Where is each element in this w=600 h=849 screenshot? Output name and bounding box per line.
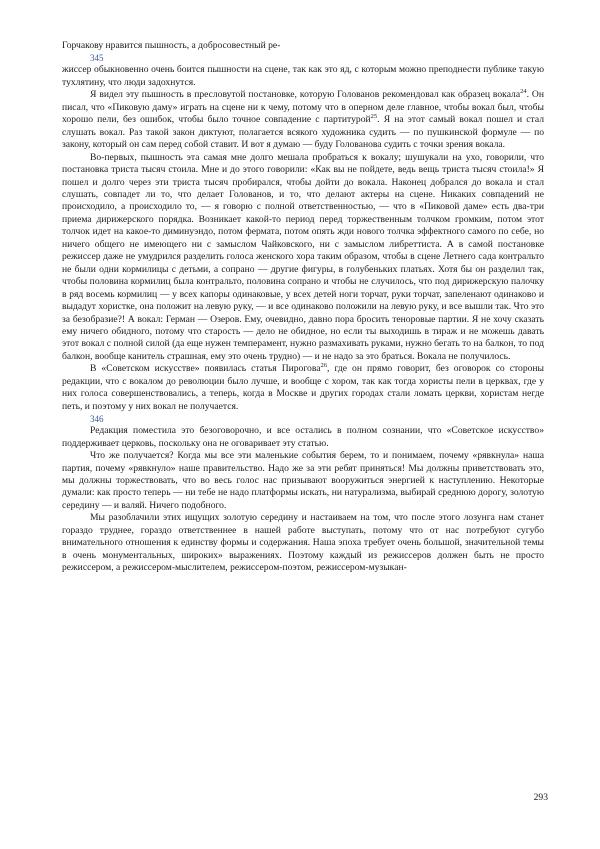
text-run: Я видел эту пышность в пресловутой постановке, которую Голованов рекомендовал как образец вокала: [90, 89, 521, 101]
text-run: В «Советском искусстве» появилась статья Пирогова: [90, 363, 321, 375]
page-marker: 346: [90, 414, 104, 425]
paragraph: [62, 363, 544, 413]
page-number: 293: [533, 792, 548, 803]
footnote-ref[interactable]: 24: [520, 88, 527, 96]
footnote-ref[interactable]: 25: [370, 113, 378, 121]
page-marker: 345: [90, 53, 104, 64]
paragraph: Во-первых, пышность эта самая мне долго мешала пробраться к вокалу; шушукали на ухо, говорили, что постановка триста тысяч стоила. Мне и до этого говорили: «Как вы не пойдете, ведь вещь триста тысяч стоила!» Я пошел и долго через эти триста тысяч пробирался, чтобы дойти до вокала. Наконец добрался до вокала и стал слушать, совпадет ли то, что делает Голованов, и то, что делают актеры на сцене. Никаких совпадений не происходило, а происходило то, — я говорю с полной ответственностью, — что в «Пиковой даме» есть два-три приема дирижерского порядка. Возникает какой-то период перед торжественным толчком громким, потом этот толчок идет на какое-то диминуэндо, потом фермата, потом опять жди нового толчка эффектного самого по себе, но ничего общего не имеющего ни с замыслом Чайковского, ни с замыслом либреттиста. А в самой постановке режиссер даже не умудрился разделить голоса женского хора таким образом, чтобы в сцене Летнего сада контральто не были одни кормилицы с детьми, а сопрано — другие фигуры, в голубеньких платьях. Хотя бы он разделил так, чтобы половина кормилиц была контральто, половина сопрано и чтобы не случилось, что под дирижерскую палочку в ряд восемь кормилиц — у всех капоры одинаковые, у всех детей ноги торчат, руки торчат, запеленают одинаково и выдадут хористке, она положит на левую руку, — и все одинаково положили на левую руку, и все вышли так. Что это за безобразие?! А вокал: Герман — Озеров. Ему, очевидно, давно пора бросить теноровые партии. Я не хочу сказать ему ничего обидного, потому что старость — дело не обидное, но если ты выходишь в тираж и не можешь давать этот вокал с полной силой (да еще нужен темперамент, нужно размахивать руками, нужно бегать то на балкон, то под балкон, вообще канитель страшная, ему это очень трудно) — и не надо за это браться. Вокала не получилось.: [62, 151, 544, 362]
paragraph: Горчакову нравится пышность, а добросовестный ре-: [62, 40, 281, 51]
text-run: . Я на этот самый вокал пошел и стал слушать вокал. Раз такой закон диктуют, полагается всякого художника судить — по пушкинской формуле — по закону, который он сам перед собой ставит. И вот я думаю — буду Голованова судить с точки зрения вокала.: [62, 114, 544, 151]
paragraph: Мы разоблачили этих ищущих золотую середину и настаиваем на том, что после этого лозунга нам станет гораздо труднее, гораздо ответственнее в нашей работе выступать, потому что от нас потребуют сугубо внимательного отношения к единству формы и содержания. Наша эпоха требует очень большой, значительной темы в очень монументальных, широких» выражениях. Поэтому каждый из режиссеров должен быть не просто режиссером, а режиссером-мыслителем, режиссером-поэтом, режиссером-музыкан-: [62, 512, 544, 574]
footnote-ref[interactable]: 26: [320, 362, 328, 370]
text-run: . Он писал, что «Пиковую даму» играть на сцене ни к чему, потому что в оперном деле главное, чтобы вокал был, чтобы хорошо пели, без ошибок, чтобы было точное совпадение с партитурой: [62, 89, 544, 126]
paragraph: Что же получается? Когда мы все эти маленькие события берем, то и понимаем, почему «рявкнула» наша партия, почему «рявкнуло» наше правительство. Надо же за эти ребят приняться! Мы должны приветствовать это, мы должны торжествовать, что во весь голос нас призывают вооружиться энергией к наступлению. Некоторые думали: как просто теперь — ни тебе не надо платформы искать, ни натурализма, выбирай среднюю дорогу, золотую середину — и валяй. Ничего подобного.: [62, 450, 544, 511]
paragraph: жиссер обыкновенно очень боится пышности на сцене, так как это яд, с которым можно преподнести публике такую тухлятину, что люди задохнутся.: [62, 64, 544, 88]
paragraph: [62, 89, 544, 151]
text-run: , где он прямо говорит, без оговорок со стороны редакции, что с вокалом до революции было лучше, и вообще с хором, так как тогда хористы пели в церквах, где у них голоса совершенствовались, а теперь, когда в Москве и других городах стали ломать церкви, хористам негде петь, и поэтому у них вокал не получается.: [62, 363, 544, 412]
paragraph: Редакция поместила это безоговорочно, и все остались в полном сознании, что «Советское искусство» поддерживает церковь, поскольку она не оговаривает эту статью.: [62, 425, 544, 449]
document-page: [62, 40, 544, 575]
